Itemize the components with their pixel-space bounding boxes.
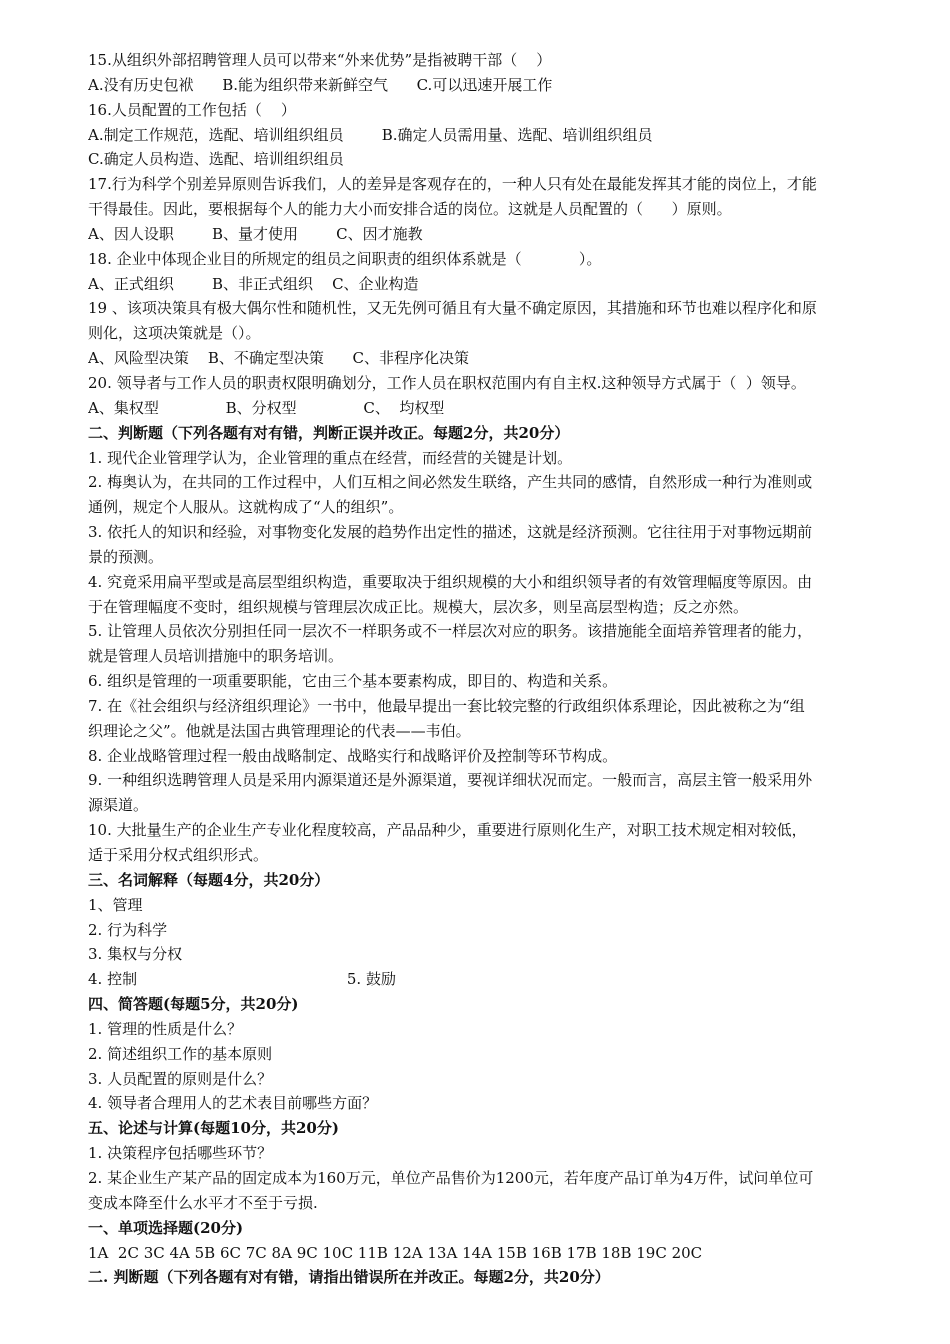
text-line: 4. 究竟采用扁平型或是高层型组织构造，重要取决于组织规模的大小和组织领导者的有效管理幅度等原因。由	[88, 572, 813, 591]
text-line: 1. 管理的性质是什么？	[88, 1019, 243, 1038]
text-line: 3. 集权与分权	[88, 945, 183, 964]
text-line: 3. 依托人的知识和经验，对事物变化发展的趋势作出定性的描述，这就是经济预测。它往往用于对事物远期前	[88, 523, 813, 542]
section-heading: 四、简答题(每题5分，共20分)	[88, 995, 299, 1014]
text-line: 18. 企业中体现企业目的所规定的组员之间职责的组织体系就是（ ）。	[88, 249, 602, 268]
text-line: A.没有历史包袱 B.能为组织带来新鲜空气 C.可以迅速开展工作	[88, 75, 553, 94]
section-heading: 五、论述与计算(每题10分，共20分)	[88, 1119, 339, 1138]
text-line: 4. 控制 5. 鼓励	[88, 970, 396, 989]
text-line: 于在管理幅度不变时，组织规模与管理层次成正比。规模大，层次多，则呈高层型构造；反之亦然。	[88, 597, 749, 616]
text-line: 景的预测。	[88, 547, 164, 566]
text-line: 干得最佳。因此，要根据每个人的能力大小而安排合适的岗位。这就是人员配置的（ ）原则。	[88, 200, 732, 219]
text-line: 源渠道。	[88, 796, 149, 815]
text-line: 3. 人员配置的原则是什么？	[88, 1069, 273, 1088]
section-heading: 二. 判断题（下列各题有对有错，请指出错误所在并改正。每题2分，共20分）	[88, 1268, 610, 1287]
text-line: A、因人设职 B、量才使用 C、因才施教	[88, 224, 423, 243]
text-line: 6. 组织是管理的一项重要职能，它由三个基本要素构成，即目的、构造和关系。	[88, 672, 618, 691]
section-heading: 二、判断题（下列各题有对有错，判断正误并改正。每题2分，共20分）	[88, 423, 570, 442]
text-line: 1A 2C 3C 4A 5B 6C 7C 8A 9C 10C 11B 12A 13A 14A 15B 16B 17B 18B 19C 20C	[88, 1243, 703, 1262]
text-line: A、风险型决策 B、不确定型决策 C、非程序化决策	[88, 349, 470, 368]
text-line: 17.行为科学个别差异原则告诉我们，人的差异是客观存在的，一种人只有处在最能发挥其才能的岗位上，才能	[88, 175, 817, 194]
text-line: 就是管理人员培训措施中的职务培训。	[88, 647, 344, 666]
text-line: 变成本降至什么水平才不至于亏损.	[88, 1193, 318, 1212]
text-line: C.确定人员构造、选配、培训组织组员	[88, 150, 344, 169]
text-line: A、集权型 B、分权型 C、 均权型	[88, 398, 445, 417]
text-line: 7. 在《社会组织与经济组织理论》一书中，他最早提出一套比较完整的行政组织体系理论，因此被称之为“组	[88, 696, 805, 715]
section-heading: 三、名词解释（每题4分，共20分）	[88, 870, 330, 889]
text-line: 2. 简述组织工作的基本原则	[88, 1044, 273, 1063]
text-line: 9. 一种组织选聘管理人员是采用内源渠道还是外源渠道，要视详细状况而定。一般而言，高层主管一般采用外	[88, 771, 813, 790]
text-line: 15.从组织外部招聘管理人员可以带来“外来优势”是指被聘干部（ ）	[88, 51, 552, 69]
text-line: 通例，规定个人服从。这就构成了“人的组织”。	[88, 498, 404, 517]
text-line: 1. 决策程序包括哪些环节？	[88, 1144, 273, 1163]
text-line: 10. 大批量生产的企业生产专业化程度较高，产品品种少，重要进行原则化生产，对职工技术规定相对较低，	[88, 821, 807, 840]
text-line: 16.人员配置的工作包括（ ）	[88, 100, 296, 119]
text-line: 1、管理	[88, 895, 143, 914]
text-line: 2. 行为科学	[88, 920, 168, 939]
text-line: 2. 某企业生产某产品的固定成本为160万元，单位产品售价为1200元，若年度产品订单为4万件，试问单位可	[88, 1168, 814, 1187]
text-line: A、正式组织 B、非正式组织 C、企业构造	[88, 274, 419, 293]
text-line: 则化，这项决策就是（）。	[88, 324, 261, 343]
text-line: 4. 领导者合理用人的艺术表目前哪些方面？	[88, 1094, 378, 1113]
text-line: 8. 企业战略管理过程一般由战略制定、战略实行和战略评价及控制等环节构成。	[88, 746, 618, 765]
text-line: A.制定工作规范，选配、培训组织组员 B.确定人员需用量、选配、培训组织组员	[88, 125, 653, 144]
text-line: 5. 让管理人员依次分别担任同一层次不一样职务或不一样层次对应的职务。该措施能全面培养管理者的能力，	[88, 622, 813, 641]
text-line: 20. 领导者与工作人员的职责权限明确划分，工作人员在职权范围内有自主权.这种领导方式属于（ ）领导。	[88, 373, 806, 392]
text-line: 2. 梅奥认为，在共同的工作过程中，人们互相之间必然发生联络，产生共同的感情，自然形成一种行为准则或	[88, 473, 813, 492]
text-line: 织理论之父”。他就是法国古典管理理论的代表——韦伯。	[88, 721, 471, 740]
text-line: 适于采用分权式组织形式。	[88, 846, 269, 864]
section-heading: 一、单项选择题(20分)	[88, 1218, 244, 1237]
text-line: 1. 现代企业管理学认为，企业管理的重点在经营，而经营的关键是计划。	[88, 448, 573, 467]
text-line: 19 、该项决策具有极大偶尔性和随机性，又无先例可循且有大量不确定原因，其措施和环节也难以程序化和原	[88, 299, 817, 318]
